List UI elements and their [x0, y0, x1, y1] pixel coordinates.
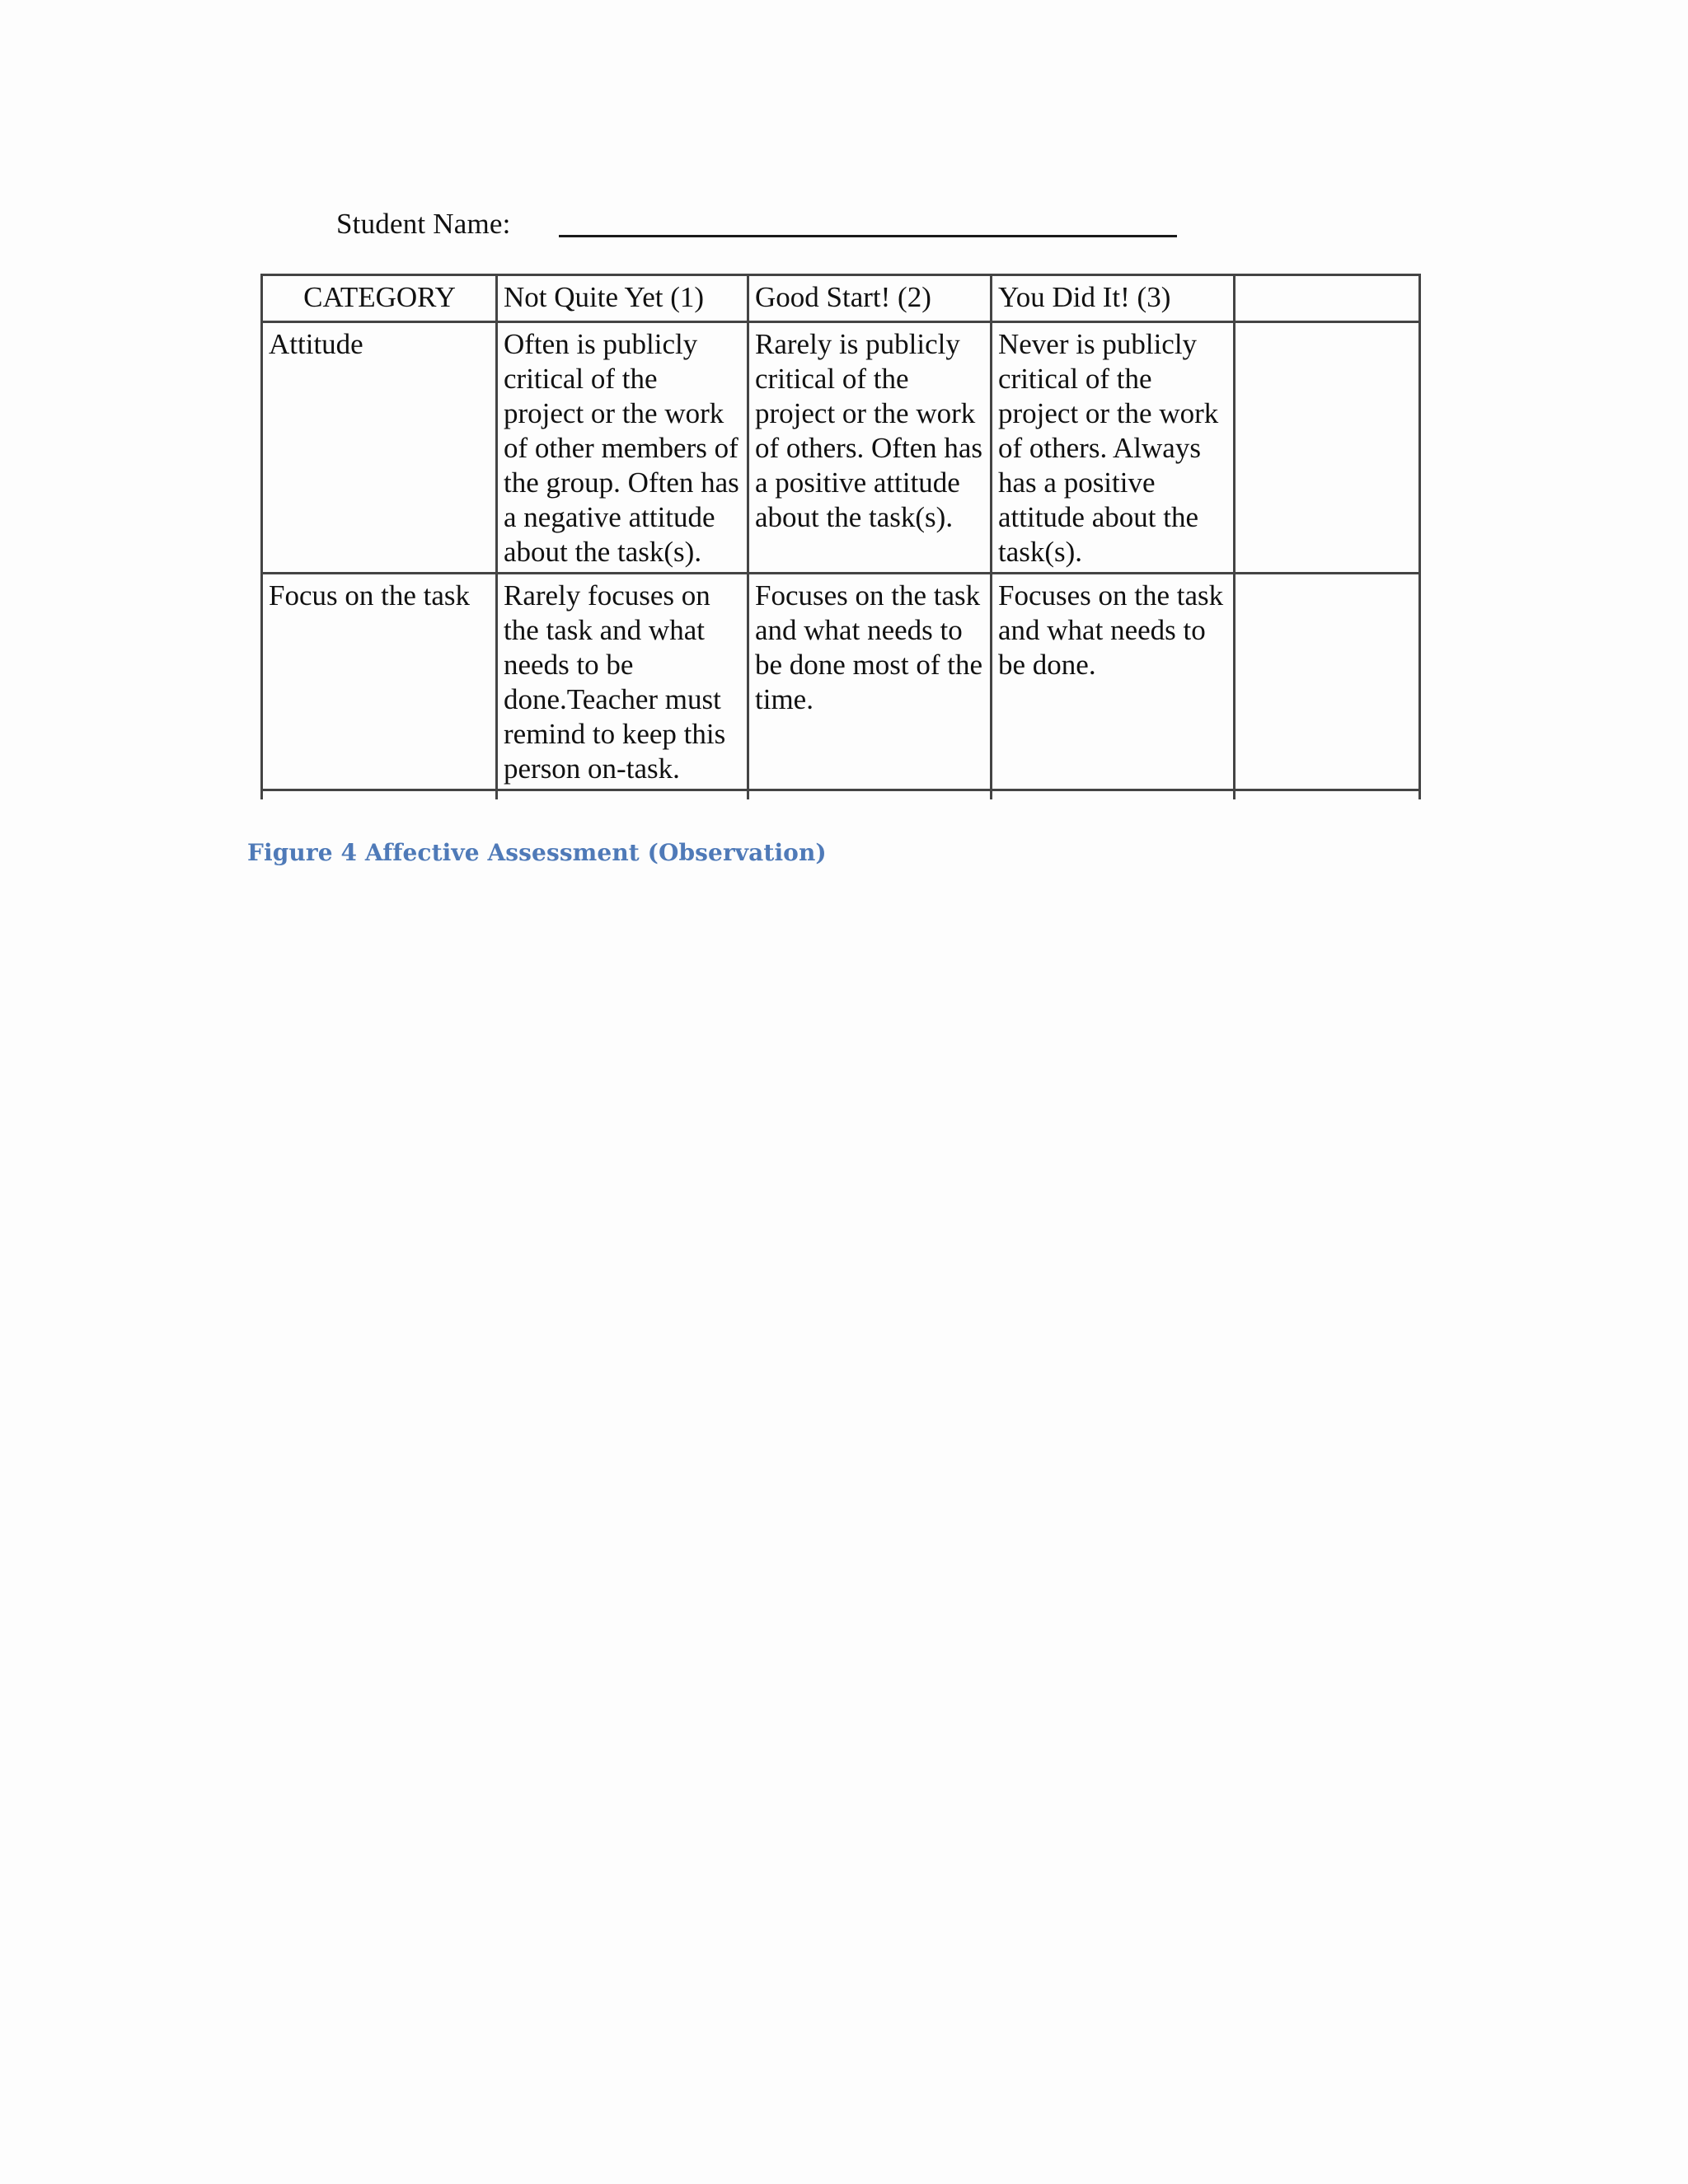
row-cell-level-3: Never is publicly critical of the project or the work of others. Always has a positive attitude about the task(s).: [992, 322, 1235, 574]
rubric-header-row: [262, 275, 1420, 322]
student-name-label: Student Name:: [336, 208, 511, 240]
continuation-cell: [1235, 790, 1420, 800]
rubric-row-focus: [262, 574, 1420, 790]
header-level-3: You Did It! (3): [992, 275, 1235, 322]
rubric-row-attitude: [262, 322, 1420, 574]
row-category: Focus on the task: [262, 574, 497, 790]
row-cell-level-3: Focuses on the task and what needs to be done.: [992, 574, 1235, 790]
header-level-2: Good Start! (2): [748, 275, 992, 322]
continuation-cell: [262, 790, 497, 800]
row-cell-level-1: Often is publicly critical of the project or the work of other members of the group. Often has a negative attitude about the task(s).: [497, 322, 748, 574]
header-score: [1235, 275, 1420, 322]
row-cell-level-2: Rarely is publicly critical of the project or the work of others. Often has a positive attitude about the task(s).: [748, 322, 992, 574]
row-cell-level-2: Focuses on the task and what needs to be done most of the time.: [748, 574, 992, 790]
row-cell-score: [1235, 574, 1420, 790]
row-cell-score: [1235, 322, 1420, 574]
figure-caption: Figure 4 Affective Assessment (Observation): [247, 839, 827, 866]
row-category: Attitude: [262, 322, 497, 574]
rubric-table: [260, 274, 1421, 799]
student-name-blank-line: [559, 235, 1177, 237]
header-category: CATEGORY: [262, 275, 497, 322]
student-name-row: [336, 201, 511, 247]
continuation-cell: [992, 790, 1235, 800]
continuation-cell: [748, 790, 992, 800]
header-level-1: Not Quite Yet (1): [497, 275, 748, 322]
rubric-continuation-row: [262, 790, 1420, 800]
continuation-cell: [497, 790, 748, 800]
row-cell-level-1: Rarely focuses on the task and what needs to be done.Teacher must remind to keep this person on-task.: [497, 574, 748, 790]
